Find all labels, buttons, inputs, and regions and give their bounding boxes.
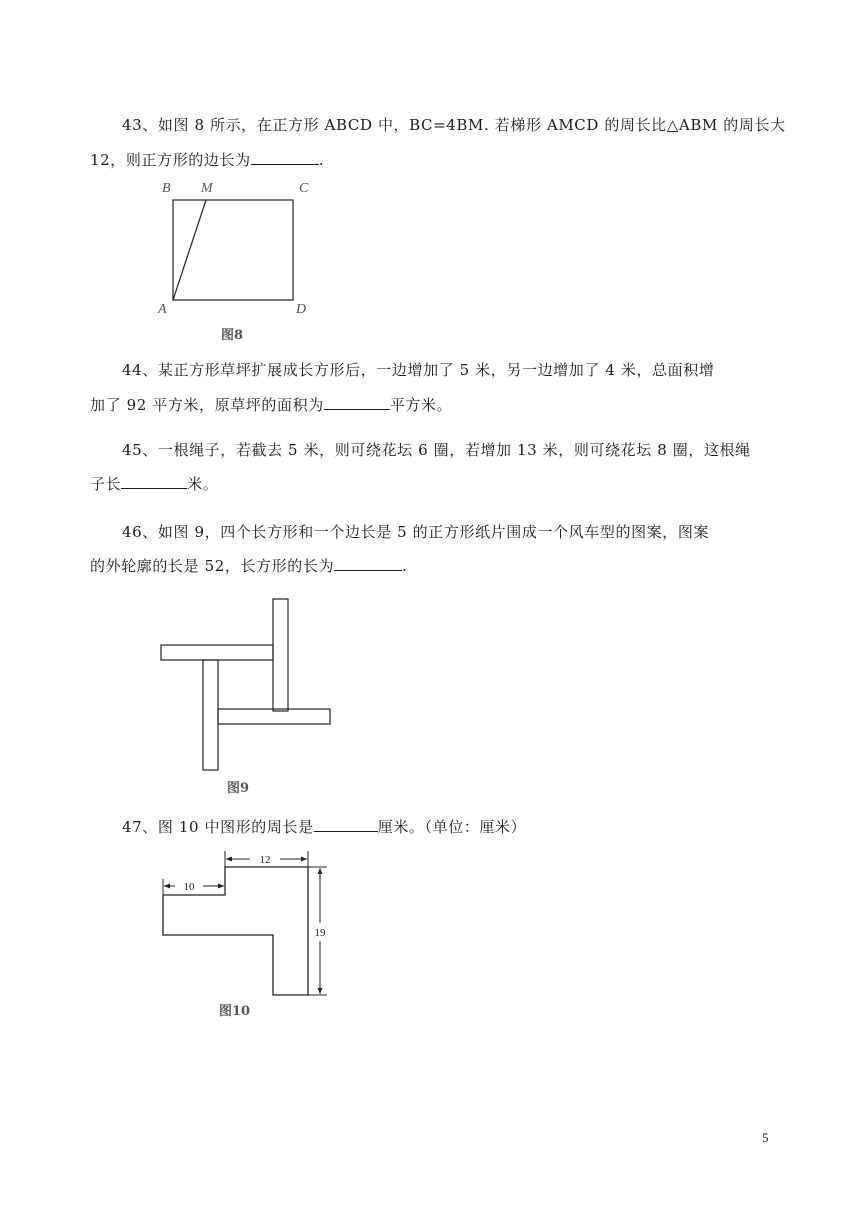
label-a: A	[158, 302, 167, 317]
q46-text-b: .	[402, 557, 408, 575]
q45-text-b: 米。	[187, 475, 219, 493]
q43-line-1: 43、如图 8 所示，在正方形 ABCD 中，BC=4BM. 若梯形 AMCD 的周长比△ABM 的周长大	[122, 116, 786, 134]
q43-answer-blank[interactable]	[251, 150, 319, 165]
pinwheel-rect-bottom	[203, 660, 218, 770]
segment-am	[173, 200, 206, 300]
dim-10-arrow-right	[218, 884, 224, 889]
q47-answer-blank[interactable]	[314, 817, 378, 832]
q44-text-b: 平方米。	[389, 396, 453, 414]
q46-answer-blank[interactable]	[334, 556, 402, 571]
q45-answer-blank[interactable]	[121, 474, 187, 489]
pinwheel-rect-top	[273, 599, 288, 711]
pinwheel-rect-left	[161, 645, 273, 660]
q46-line-2	[90, 556, 407, 576]
label-b: B	[162, 181, 171, 196]
q43-line-2	[90, 150, 324, 170]
figure-10-caption: 图10	[219, 1004, 251, 1019]
dim-12-label: 12	[259, 854, 271, 866]
dim-19-arrow-bottom	[318, 988, 323, 994]
figure-9-caption: 图9	[227, 781, 250, 796]
dim-10-label: 10	[183, 881, 195, 893]
q44-line-1: 44、某正方形草坪扩展成长方形后，一边增加了 5 米，另一边增加了 4 米，总面积增	[122, 361, 715, 379]
label-m: M	[201, 181, 213, 196]
dim-10-arrow-left	[164, 884, 170, 889]
dim-19-arrow-top	[318, 868, 323, 874]
figure-8-caption: 图8	[221, 328, 244, 343]
q46-line-1: 46、如图 9，四个长方形和一个边长是 5 的正方形纸片围成一个风车型的图案，图案	[122, 523, 710, 541]
q44-answer-blank[interactable]	[324, 395, 390, 410]
q47-text-a: 47、图 10 中图形的周长是	[122, 818, 314, 836]
q44-text-a: 加了 92 平方米，原草坪的面积为	[90, 396, 324, 414]
figure-9-pinwheel	[155, 594, 340, 779]
q45-line-1: 45、一根绳子，若截去 5 米，则可绕花坛 6 圈，若增加 13 米，则可绕花坛 8 圈，这根绳	[122, 441, 751, 459]
q45-text-a: 子长	[90, 475, 122, 493]
q43-text-b: .	[318, 151, 325, 169]
dim-19-label: 19	[314, 927, 326, 939]
label-d: D	[296, 302, 307, 317]
figure-10-diagram	[155, 845, 335, 1000]
square-abcd-diagram	[168, 195, 300, 305]
q46-text-a: 的外轮廓的长是 52，长方形的长为	[90, 557, 335, 575]
q45-line-2	[90, 474, 218, 494]
q47-line-1	[122, 817, 526, 837]
q43-text-a: 12，则正方形的边长为	[90, 151, 251, 169]
dim-12-arrow-right	[301, 857, 307, 862]
page-number: 5	[762, 1130, 769, 1145]
square-abcd	[173, 200, 293, 300]
dim-12-arrow-left	[226, 857, 232, 862]
label-c: C	[299, 181, 309, 196]
q44-line-2	[90, 395, 452, 415]
q47-text-b: 厘米。（单位：厘米）	[377, 818, 527, 836]
